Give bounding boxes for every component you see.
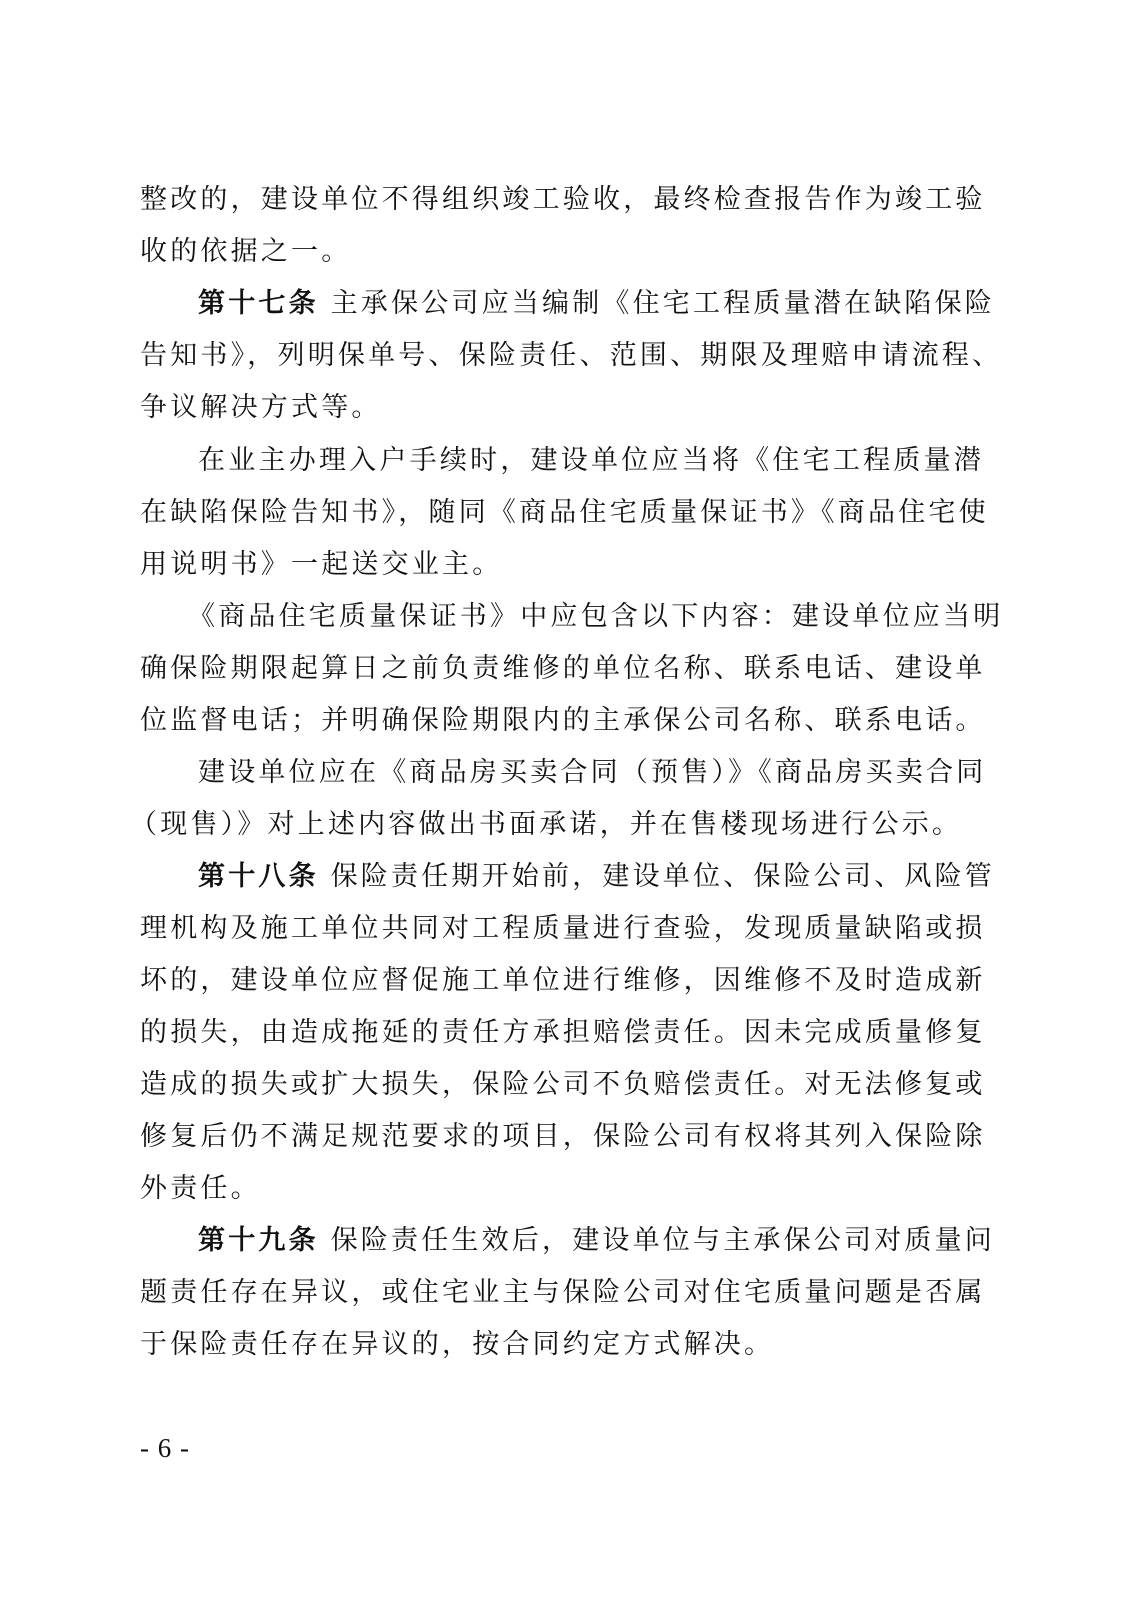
body-line: （现售）》对上述内容做出书面承诺，并在售楼现场进行公示。	[130, 809, 963, 840]
article-19-label: 第十九条	[198, 1225, 319, 1256]
body-line: 修复后仍不满足规范要求的项目，保险公司有权将其列入保险除	[140, 1121, 986, 1152]
body-line: 在缺陷保险告知书》，随同《商品住宅质量保证书》《商品住宅使	[140, 497, 989, 528]
page-number: - 6 -	[140, 1433, 190, 1463]
body-line: 外责任。	[140, 1173, 261, 1204]
body-line: 争议解决方式等。	[140, 392, 382, 423]
body-line: 整改的，建设单位不得组织竣工验收，最终检查报告作为竣工验	[140, 184, 986, 215]
body-line: 坏的，建设单位应督促施工单位进行维修，因维修不及时造成新	[140, 965, 986, 996]
body-line: 用说明书》一起送交业主。	[140, 549, 503, 580]
article-18-text: 保险责任期开始前，建设单位、保险公司、风险管	[330, 861, 996, 892]
body-line: 造成的损失或扩大损失，保险公司不负赔偿责任。对无法修复或	[140, 1069, 986, 1100]
article-17-label: 第十七条	[198, 288, 319, 319]
body-line: 确保险期限起算日之前负责维修的单位名称、联系电话、建设单	[140, 653, 986, 684]
article-17-line	[198, 284, 996, 324]
article-18-line	[198, 857, 996, 897]
body-line: 位监督电话；并明确保险期限内的主承保公司名称、联系电话。	[140, 705, 986, 736]
body-line: 于保险责任存在异议的，按合同约定方式解决。	[140, 1329, 775, 1360]
article-19-text: 保险责任生效后，建设单位与主承保公司对质量问	[330, 1225, 996, 1256]
body-line: 告知书》，列明保单号、保险责任、范围、期限及理赔申请流程、	[140, 340, 1003, 371]
body-line: 收的依据之一。	[140, 236, 352, 267]
body-line: 题责任存在异议，或住宅业主与保险公司对住宅质量问题是否属	[140, 1277, 986, 1308]
body-line: 在业主办理入户手续时，建设单位应当将《住宅工程质量潜	[198, 445, 984, 476]
article-19-line	[198, 1221, 996, 1261]
body-line: 的损失，由造成拖延的责任方承担赔偿责任。因未完成质量修复	[140, 1017, 986, 1048]
body-line: 理机构及施工单位共同对工程质量进行查验，发现质量缺陷或损	[140, 913, 986, 944]
body-line: 《商品住宅质量保证书》中应包含以下内容：建设单位应当明	[188, 601, 1004, 632]
article-18-label: 第十八条	[198, 861, 319, 892]
body-line: 建设单位应在《商品房买卖合同（预售）》《商品房买卖合同	[198, 757, 987, 788]
article-17-text: 主承保公司应当编制《住宅工程质量潜在缺陷保险	[330, 288, 996, 319]
